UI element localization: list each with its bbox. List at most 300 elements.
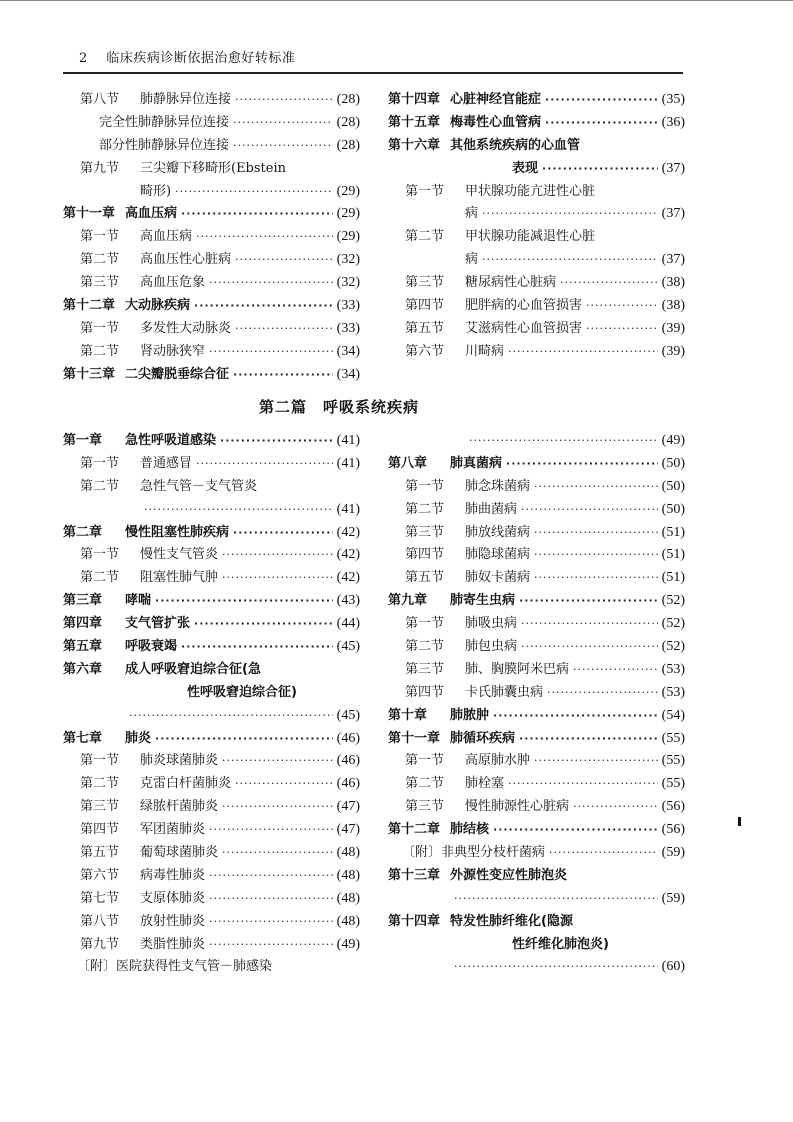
dot-leader: [586, 295, 658, 318]
entry-number: 第九节: [80, 160, 120, 176]
toc-entry: [388, 567, 685, 590]
entry-number: 第三节: [80, 275, 120, 291]
entry-number: 第一节: [405, 183, 445, 199]
dot-leader: [482, 203, 658, 226]
entry-number: 第四节: [405, 547, 445, 563]
toc-entry: [63, 318, 360, 341]
entry-page: (54): [661, 707, 685, 723]
toc-entry: [388, 934, 685, 957]
dot-leader: [235, 249, 333, 272]
toc-entry: [388, 430, 685, 453]
dot-leader: [209, 888, 333, 911]
entry-title: 呼吸衰竭: [125, 639, 178, 655]
entry-title: 阻塞性肺气肿: [140, 570, 219, 586]
entry-title: 肺曲菌病: [465, 501, 518, 517]
entry-title: 病毒性肺炎: [140, 867, 206, 883]
entry-number: 第十六章: [388, 137, 441, 153]
toc-entry: [388, 476, 685, 499]
toc-entry: [63, 659, 360, 682]
toc-entry: [63, 89, 360, 112]
dot-leader: [233, 135, 333, 158]
entry-title: 甲状腺功能亢进性心脏: [465, 183, 596, 199]
toc-entry: [388, 226, 685, 249]
entry-title: 肺炎: [125, 730, 152, 746]
entry-number: 第三节: [80, 799, 120, 815]
toc-entry: [388, 796, 685, 819]
entry-number: 第十三章: [388, 867, 441, 883]
toc-entry: [63, 956, 360, 979]
entry-number: 第五节: [405, 320, 445, 336]
entry-number: 第七节: [80, 890, 120, 906]
dot-leader: [155, 728, 333, 751]
entry-page: (51): [661, 524, 685, 540]
entry-title: 糖尿病性心脏病: [465, 275, 557, 291]
dot-leader: [209, 272, 333, 295]
toc-entry: [63, 544, 360, 567]
dot-leader: [534, 750, 658, 773]
entry-number: 第九节: [80, 936, 120, 952]
dot-leader: [549, 842, 658, 865]
entry-title: 肺栓塞: [465, 776, 505, 792]
toc-entry: [388, 272, 685, 295]
entry-title: 高血压病: [140, 229, 193, 245]
dot-leader: [586, 318, 658, 341]
dot-leader: [545, 89, 658, 112]
toc-entry: [388, 341, 685, 364]
entry-title: 病: [465, 206, 479, 222]
entry-title: 多发性大动脉炎: [140, 320, 232, 336]
entry-page: (35): [661, 92, 685, 107]
entry-page: (47): [336, 822, 360, 838]
toc-entry: [388, 453, 685, 476]
entry-page: (53): [661, 661, 685, 677]
entry-title: 甲状腺功能减退性心脏: [465, 229, 596, 245]
entry-title: 肥胖病的心血管损害: [465, 298, 583, 314]
entry-page: (29): [336, 183, 360, 199]
entry-number: 第二节: [405, 501, 445, 517]
toc-entry: [388, 158, 685, 181]
entry-number: 第十四章: [388, 913, 441, 929]
entry-title: 葡萄球菌肺炎: [140, 845, 219, 861]
dot-leader: [534, 544, 658, 567]
entry-title: 急性呼吸道感染: [125, 433, 217, 448]
toc-entry: [388, 659, 685, 682]
entry-title: 肺吸虫病: [465, 616, 518, 632]
toc-entry: [63, 728, 360, 751]
entry-page: (39): [661, 320, 685, 336]
toc-entry: [388, 249, 685, 272]
entry-title: 支气管扩张: [125, 616, 191, 632]
entry-page: (29): [336, 229, 360, 245]
toc-entry: [388, 89, 685, 112]
entry-number: 第八节: [80, 913, 120, 929]
entry-page: (47): [336, 799, 360, 815]
entry-page: (50): [661, 478, 685, 494]
toc-entry: [63, 499, 360, 522]
toc-entry: [388, 750, 685, 773]
entry-number: 第六节: [405, 343, 445, 359]
toc-entry: [63, 453, 360, 476]
book-title: 临床疾病诊断依据治愈好转标准: [106, 51, 296, 66]
toc-entry: [63, 567, 360, 590]
entry-page: (37): [661, 206, 685, 222]
entry-title: 病: [465, 252, 479, 268]
entry-page: (34): [336, 343, 360, 359]
entry-title: 高血压性心脏病: [140, 252, 232, 268]
entry-page: (59): [661, 890, 685, 906]
entry-page: (55): [661, 730, 685, 746]
entry-title: 大动脉疾病: [125, 298, 191, 314]
dot-leader: [493, 819, 658, 842]
toc-column-lower-left: [63, 430, 360, 979]
entry-title: 军团菌肺炎: [140, 822, 206, 838]
dot-leader: [196, 226, 333, 249]
entry-title: 肺真菌病: [450, 455, 503, 471]
entry-title: 肺念珠菌病: [465, 478, 531, 494]
toc-entry: [63, 819, 360, 842]
entry-number: 第一节: [80, 320, 120, 336]
entry-title: 肺结核: [450, 822, 490, 838]
entry-page: (56): [661, 822, 685, 838]
entry-page: (28): [336, 92, 360, 107]
entry-number: 第二节: [80, 343, 120, 359]
toc-entry: [388, 705, 685, 728]
entry-number: 第十四章: [388, 92, 441, 107]
dot-leader: [209, 911, 333, 934]
entry-page: (46): [336, 753, 360, 769]
entry-number: 第五节: [405, 570, 445, 586]
entry-page: (51): [661, 547, 685, 563]
dot-leader: [508, 773, 658, 796]
entry-title: 性纤维化肺泡炎): [512, 936, 609, 952]
entry-number: 第三节: [405, 275, 445, 291]
toc-column-upper-left: [63, 89, 360, 387]
toc-entry: [63, 750, 360, 773]
dot-leader: [175, 181, 333, 204]
entry-title: 普通感冒: [140, 455, 193, 471]
entry-number: 第二节: [405, 639, 445, 655]
toc-entry: [63, 295, 360, 318]
toc-entry: [388, 842, 685, 865]
toc-column-upper-right: [388, 89, 685, 364]
entry-page: (52): [661, 639, 685, 655]
toc-entry: [388, 773, 685, 796]
entry-page: (38): [661, 275, 685, 291]
entry-page: (42): [336, 524, 360, 540]
entry-page: (41): [336, 455, 360, 471]
scan-speck: [738, 817, 741, 826]
entry-title: 完全性肺静脉异位连接: [99, 114, 230, 130]
toc-entry: [388, 865, 685, 888]
entry-title: 肾动脉狭窄: [140, 343, 206, 359]
entry-page: (42): [336, 547, 360, 563]
toc-entry: [63, 203, 360, 226]
entry-title: 〔附〕非典型分枝杆菌病: [402, 845, 546, 861]
dot-leader: [222, 544, 333, 567]
dot-leader: [235, 318, 333, 341]
entry-page: (48): [336, 913, 360, 929]
entry-page: (52): [661, 593, 685, 609]
entry-title: 慢性支气管炎: [140, 547, 219, 563]
entry-page: (42): [336, 570, 360, 586]
entry-number: 第七章: [63, 730, 103, 746]
entry-page: (50): [661, 501, 685, 517]
entry-page: (44): [336, 616, 360, 632]
dot-leader: [181, 203, 333, 226]
page-number: 2: [79, 51, 88, 66]
entry-page: (49): [336, 936, 360, 952]
toc-entry: [388, 318, 685, 341]
toc-entry: [63, 226, 360, 249]
toc-entry: [63, 796, 360, 819]
dot-leader: [194, 613, 333, 636]
entry-page: (32): [336, 275, 360, 291]
entry-number: 第六章: [63, 661, 103, 677]
entry-title: 性呼吸窘迫综合征): [187, 684, 297, 700]
entry-title: 支原体肺炎: [140, 890, 206, 906]
entry-title: 表现: [512, 160, 539, 176]
toc-entry: [63, 112, 360, 135]
toc-entry: [388, 135, 685, 158]
dot-leader: [573, 796, 658, 819]
toc-entry: [63, 364, 360, 387]
entry-number: 第四节: [405, 298, 445, 314]
dot-leader: [521, 499, 658, 522]
entry-number: 第十一章: [388, 730, 441, 746]
toc-entry: [63, 705, 360, 728]
dot-leader: [220, 430, 333, 453]
dot-leader: [521, 613, 658, 636]
entry-number: 第一章: [63, 433, 103, 448]
part-heading: [259, 396, 419, 417]
entry-page: (50): [661, 455, 685, 471]
entry-number: 第一节: [80, 753, 120, 769]
toc-entry: [388, 499, 685, 522]
entry-title: 三尖瓣下移畸形(Ebstein: [140, 160, 287, 176]
entry-number: 第八章: [388, 455, 428, 471]
entry-number: 第二节: [80, 776, 120, 792]
entry-title: 类脂性肺炎: [140, 936, 206, 952]
entry-number: 第三节: [405, 524, 445, 540]
toc-entry: [63, 613, 360, 636]
dot-leader: [469, 430, 658, 453]
entry-title: 梅毒性心血管病: [450, 114, 542, 130]
entry-page: (41): [336, 501, 360, 517]
toc-entry: [63, 135, 360, 158]
entry-title: 肺隐球菌病: [465, 547, 531, 563]
entry-number: 第十章: [388, 707, 428, 723]
toc-entry: [63, 934, 360, 957]
dot-leader: [508, 341, 658, 364]
entry-page: (36): [661, 114, 685, 130]
entry-page: (37): [661, 252, 685, 268]
entry-title: 哮喘: [125, 593, 152, 609]
dot-leader: [222, 842, 333, 865]
entry-number: 第二节: [80, 570, 120, 586]
toc-entry: [63, 865, 360, 888]
entry-page: (45): [336, 707, 360, 723]
entry-number: 第四章: [63, 616, 103, 632]
dot-leader: [521, 636, 658, 659]
entry-number: 第二节: [405, 776, 445, 792]
entry-page: (55): [661, 776, 685, 792]
entry-title: 〔附〕医院获得性支气管－肺感染: [77, 959, 273, 975]
entry-page: (60): [661, 959, 685, 975]
dot-leader: [545, 112, 658, 135]
toc-entry: [388, 956, 685, 979]
entry-title: 特发性肺纤维化(隐源: [450, 913, 573, 929]
toc-entry: [388, 203, 685, 226]
entry-number: 第二节: [80, 252, 120, 268]
entry-number: 第十一章: [63, 206, 116, 222]
entry-title: 心脏神经官能症: [450, 92, 542, 107]
dot-leader: [534, 476, 658, 499]
dot-leader: [222, 567, 333, 590]
entry-title: 绿脓杆菌肺炎: [140, 799, 219, 815]
entry-title: 肺、胸膜阿米巴病: [465, 661, 570, 677]
entry-title: 外源性变应性肺泡炎: [450, 867, 568, 883]
entry-page: (45): [336, 639, 360, 655]
entry-page: (59): [661, 845, 685, 861]
dot-leader: [482, 249, 658, 272]
dot-leader: [194, 295, 333, 318]
toc-entry: [63, 911, 360, 934]
toc-entry: [388, 911, 685, 934]
entry-title: 肺寄生虫病: [450, 593, 516, 609]
dot-leader: [493, 705, 658, 728]
entry-number: 第一节: [80, 547, 120, 563]
dot-leader: [209, 934, 333, 957]
entry-title: 高血压危象: [140, 275, 206, 291]
dot-leader: [233, 364, 333, 387]
running-header: [79, 47, 295, 66]
dot-leader: [519, 728, 658, 751]
entry-number: 第三节: [405, 799, 445, 815]
toc-entry: [63, 476, 360, 499]
dot-leader: [129, 705, 333, 728]
toc-entry: [63, 682, 360, 705]
entry-page: (53): [661, 684, 685, 700]
entry-number: 第三节: [405, 661, 445, 677]
entry-title: 成人呼吸窘迫综合征(急: [125, 661, 261, 677]
entry-title: 肺循环疾病: [450, 730, 516, 746]
dot-leader: [155, 590, 333, 613]
dot-leader: [454, 956, 658, 979]
dot-leader: [534, 522, 658, 545]
toc-entry: [63, 249, 360, 272]
entry-page: (52): [661, 616, 685, 632]
entry-title: 肺脓肿: [450, 707, 490, 723]
entry-title: 高血压病: [125, 206, 178, 222]
toc-entry: [63, 888, 360, 911]
entry-title: 肺静脉异位连接: [140, 92, 232, 107]
entry-number: 第一节: [405, 616, 445, 632]
toc-entry: [63, 430, 360, 453]
entry-number: 第一节: [405, 478, 445, 494]
dot-leader: [547, 682, 658, 705]
dot-leader: [542, 158, 658, 181]
dot-leader: [573, 659, 658, 682]
dot-leader: [222, 796, 333, 819]
entry-number: 第一节: [80, 229, 120, 245]
dot-leader: [209, 865, 333, 888]
toc-entry: [388, 295, 685, 318]
dot-leader: [454, 888, 658, 911]
entry-page: (28): [336, 137, 360, 153]
entry-title: 肺包虫病: [465, 639, 518, 655]
entry-page: (49): [661, 433, 685, 448]
toc-column-lower-right: [388, 430, 685, 979]
entry-page: (34): [336, 366, 360, 382]
dot-leader: [534, 567, 658, 590]
entry-number: 第三章: [63, 593, 103, 609]
toc-entry: [388, 728, 685, 751]
dot-leader: [233, 522, 333, 545]
toc-entry: [63, 158, 360, 181]
dot-leader: [233, 112, 333, 135]
entry-page: (56): [661, 799, 685, 815]
entry-number: 第四节: [405, 684, 445, 700]
entry-title: 肺放线菌病: [465, 524, 531, 540]
entry-title: 放射性肺炎: [140, 913, 206, 929]
entry-title: 克雷白杆菌肺炎: [140, 776, 232, 792]
entry-number: 第十二章: [63, 298, 116, 314]
entry-page: (43): [336, 593, 360, 609]
entry-page: (48): [336, 890, 360, 906]
entry-title: 高原肺水肿: [465, 753, 531, 769]
entry-page: (41): [336, 433, 360, 448]
toc-entry: [388, 590, 685, 613]
toc-entry: [63, 181, 360, 204]
entry-number: 第九章: [388, 593, 428, 609]
entry-title: 肺炎球菌肺炎: [140, 753, 219, 769]
dot-leader: [181, 636, 333, 659]
entry-page: (51): [661, 570, 685, 586]
entry-page: (28): [336, 114, 360, 130]
entry-number: 第八节: [80, 92, 120, 107]
entry-title: 畸形): [140, 183, 172, 199]
entry-number: 第二节: [405, 229, 445, 245]
entry-number: 第四节: [80, 822, 120, 838]
toc-entry: [388, 888, 685, 911]
entry-page: (55): [661, 753, 685, 769]
toc-entry: [388, 522, 685, 545]
dot-leader: [222, 750, 333, 773]
entry-title: 艾滋病性心血管损害: [465, 320, 583, 336]
entry-title: 卡氏肺囊虫病: [465, 684, 544, 700]
toc-entry: [388, 544, 685, 567]
entry-page: (46): [336, 776, 360, 792]
dot-leader: [235, 89, 333, 112]
dot-leader: [560, 272, 658, 295]
toc-entry: [388, 682, 685, 705]
toc-entry: [388, 636, 685, 659]
dot-leader: [209, 819, 333, 842]
entry-page: (46): [336, 730, 360, 746]
entry-title: 其他系统疾病的心血管: [450, 137, 581, 153]
dot-leader: [209, 341, 333, 364]
entry-number: 第十三章: [63, 366, 116, 382]
entry-title: 肺奴卡菌病: [465, 570, 531, 586]
entry-page: (38): [661, 298, 685, 314]
toc-entry: [63, 842, 360, 865]
entry-page: (33): [336, 298, 360, 314]
part-label: 第二篇: [259, 398, 308, 416]
entry-page: (37): [661, 160, 685, 176]
entry-number: 第一节: [405, 753, 445, 769]
toc-entry: [388, 181, 685, 204]
toc-entry: [63, 341, 360, 364]
